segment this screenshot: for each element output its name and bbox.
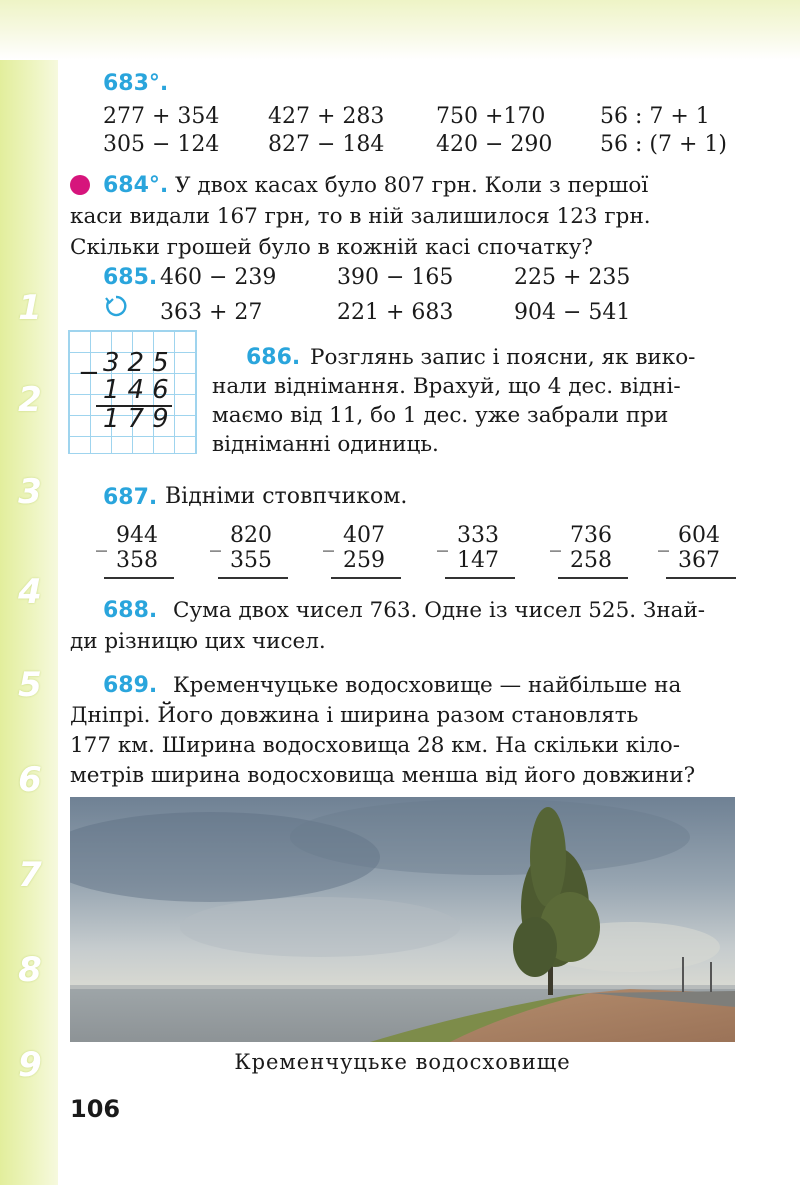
column-subtrahend: 358 (116, 548, 158, 573)
column-result-line (218, 577, 288, 579)
side-number: 2 (18, 380, 42, 420)
side-number: 6 (18, 760, 42, 800)
exercise-683-number: 683°. (103, 71, 169, 96)
ex684-line: У двох касах було 807 грн. Коли з першої (175, 173, 649, 198)
ex685-expr: 363 + 27 (160, 300, 263, 325)
column-minus: _ (658, 527, 669, 552)
ex686-line: нали віднімання. Врахуй, що 4 дес. відні- (212, 374, 681, 399)
ex689-line: Кременчуцьке водосховище — найбільше на (173, 673, 682, 698)
column-minuend: 944 (116, 523, 158, 548)
ex683-expr: 305 − 124 (103, 132, 220, 157)
side-number: 4 (18, 572, 42, 612)
exercise-689-number: 689. (103, 673, 158, 698)
column-result-line (558, 577, 628, 579)
ex683-expr: 277 + 354 (103, 104, 220, 129)
side-number: 7 (18, 855, 42, 895)
ex684-line: Скільки грошей було в кожній касі спочатку? (70, 235, 593, 260)
ex683-expr: 56 : (7 + 1) (600, 132, 727, 157)
difficulty-dot-icon (70, 175, 90, 195)
column-minus: _ (550, 527, 561, 552)
ex683-expr: 56 : 7 + 1 (600, 104, 710, 129)
side-number: 9 (18, 1045, 42, 1085)
column-minuend: 736 (570, 523, 612, 548)
column-subtrahend: 258 (570, 548, 612, 573)
column-result-line (104, 577, 174, 579)
repeat-cycle-icon (104, 294, 128, 318)
ex685-expr: 221 + 683 (337, 300, 454, 325)
column-minuend: 333 (457, 523, 499, 548)
ex686-line: Розглянь запис і поясни, як вико- (310, 345, 696, 370)
column-minuend: 820 (230, 523, 272, 548)
page-number: 106 (70, 1095, 121, 1123)
column-minus: _ (210, 527, 221, 552)
column-minuend: 407 (343, 523, 385, 548)
ex686-line: маємо від 11, бо 1 дес. уже забрали при (212, 403, 669, 428)
side-number: 1 (18, 288, 42, 328)
exercise-687-number: 687. (103, 485, 158, 510)
ex687-instruction: Відніми стовпчиком. (165, 484, 408, 509)
ex683-expr: 427 + 283 (268, 104, 385, 129)
column-result-line (666, 577, 736, 579)
column-minuend: 604 (678, 523, 720, 548)
top-decor-band (0, 0, 800, 60)
exercise-684-number: 684°. (103, 173, 169, 198)
column-result-line (331, 577, 401, 579)
ex683-expr: 420 − 290 (436, 132, 553, 157)
grid-minuend: 325 (103, 348, 177, 378)
ex685-expr: 390 − 165 (337, 265, 454, 290)
grid-subtrahend: 146 (103, 375, 177, 405)
ex685-expr: 460 − 239 (160, 265, 277, 290)
ex688-line: Сума двох чисел 763. Одне із чисел 525. Знай- (173, 598, 706, 623)
ex685-expr: 904 − 541 (514, 300, 631, 325)
reservoir-photo (70, 797, 735, 1042)
side-number: 8 (18, 950, 42, 990)
ex689-line: Дніпрі. Його довжина і ширина разом становлять (70, 703, 639, 728)
exercise-688-number: 688. (103, 598, 158, 623)
column-subtrahend: 147 (457, 548, 499, 573)
ex685-expr: 225 + 235 (514, 265, 631, 290)
ex686-line: відніманні одиниць. (212, 432, 439, 457)
ex684-line: каси видали 167 грн, то в ній залишилося 123 грн. (70, 204, 651, 229)
exercise-685-number: 685. (103, 265, 158, 290)
ex689-line: метрів ширина водосховища менша від його довжини? (70, 763, 696, 788)
column-minus: _ (323, 527, 334, 552)
column-minus: _ (96, 527, 107, 552)
ex683-expr: 827 − 184 (268, 132, 385, 157)
column-result-line (445, 577, 515, 579)
side-number: 5 (18, 665, 42, 705)
side-number: 3 (18, 472, 42, 512)
column-subtrahend: 355 (230, 548, 272, 573)
exercise-686-number: 686. (246, 345, 301, 370)
column-subtrahend: 367 (678, 548, 720, 573)
grid-result: 179 (103, 404, 177, 434)
ex683-expr: 750 +170 (436, 104, 546, 129)
side-decor-band (0, 60, 58, 1185)
grid-minus-sign: − (78, 358, 108, 388)
photo-caption: Кременчуцьке водосховище (234, 1050, 571, 1074)
column-minus: _ (437, 527, 448, 552)
ex689-line: 177 км. Ширина водосховища 28 км. На скільки кіло- (70, 733, 680, 758)
column-subtrahend: 259 (343, 548, 385, 573)
ex688-line: ди різницю цих чисел. (70, 629, 326, 654)
